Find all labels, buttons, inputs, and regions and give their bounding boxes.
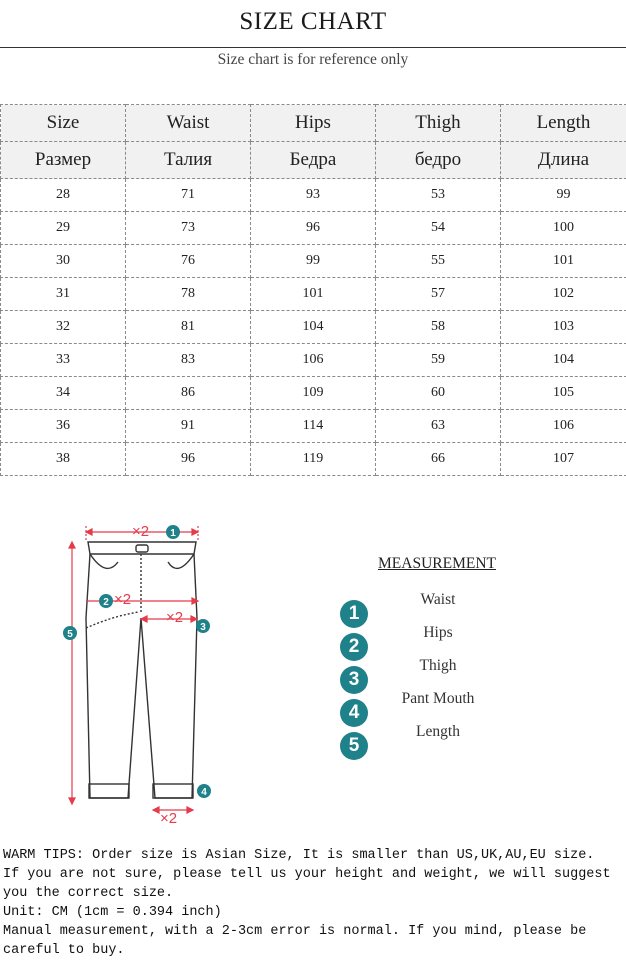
header-size-ru: Размер [1, 142, 126, 179]
table-cell: 106 [501, 410, 626, 443]
table-cell: 60 [376, 377, 501, 410]
table-cell: 81 [126, 311, 251, 344]
table-cell: 63 [376, 410, 501, 443]
header-length-ru: Длина [501, 142, 626, 179]
measurement-label: Pant Mouth [401, 690, 475, 707]
table-cell: 53 [376, 179, 501, 212]
table-row [1, 179, 626, 212]
table-cell: 59 [376, 344, 501, 377]
measurement-label: Length [416, 723, 460, 740]
table-cell: 99 [251, 245, 376, 278]
table-cell: 104 [501, 344, 626, 377]
table-cell: 73 [126, 212, 251, 245]
header-thigh-ru: бедро [376, 142, 501, 179]
waist-multiplier-label: ×2 [132, 523, 150, 540]
table-cell: 114 [251, 410, 376, 443]
table-row [1, 443, 626, 476]
table-row [1, 212, 626, 245]
measurement-title: MEASUREMENT [378, 555, 496, 572]
marker-1-label: 1 [170, 528, 176, 539]
table-cell: 57 [376, 278, 501, 311]
table-cell: 29 [1, 212, 126, 245]
table-cell: 78 [126, 278, 251, 311]
table-cell: 76 [126, 245, 251, 278]
table-cell: 30 [1, 245, 126, 278]
pant-mouth-multiplier-label: ×2 [160, 810, 178, 827]
table-row [1, 311, 626, 344]
table-cell: 31 [1, 278, 126, 311]
marker-4-label: 4 [201, 787, 207, 798]
measurement-label: Hips [423, 624, 453, 641]
table-cell: 101 [501, 245, 626, 278]
measurement-label: Waist [420, 591, 456, 608]
table-cell: 119 [251, 443, 376, 476]
pants-outline-icon [86, 542, 197, 798]
number-5-icon: 5 [340, 732, 368, 760]
warm-tips [3, 846, 623, 960]
table-row [1, 410, 626, 443]
table-row [1, 377, 626, 410]
number-1-icon: 1 [340, 600, 368, 628]
table-cell: 34 [1, 377, 126, 410]
measurement-label: Thigh [419, 657, 457, 674]
page-subtitle: Size chart is for reference only [217, 51, 409, 68]
table-cell: 106 [251, 344, 376, 377]
header-waist-ru: Талия [126, 142, 251, 179]
hips-multiplier-label: ×2 [114, 591, 132, 608]
table-cell: 107 [501, 443, 626, 476]
table-cell: 86 [126, 377, 251, 410]
table-cell: 66 [376, 443, 501, 476]
table-cell: 96 [126, 443, 251, 476]
table-cell: 100 [501, 212, 626, 245]
table-cell: 99 [501, 179, 626, 212]
number-2-icon: 2 [340, 633, 368, 661]
marker-3-label: 3 [200, 622, 206, 633]
table-cell: 28 [1, 179, 126, 212]
table-cell: 83 [126, 344, 251, 377]
thigh-multiplier-label: ×2 [166, 609, 184, 626]
table-row [1, 344, 626, 377]
table-row [1, 278, 626, 311]
number-4-icon: 4 [340, 699, 368, 727]
table-row [1, 245, 626, 278]
table-cell: 36 [1, 410, 126, 443]
table-header-ru [1, 142, 626, 179]
marker-5-label: 5 [67, 629, 73, 640]
table-cell: 93 [251, 179, 376, 212]
table-cell: 101 [251, 278, 376, 311]
header-size: Size [1, 105, 126, 142]
page-title: SIZE CHART [239, 8, 387, 35]
table-cell: 96 [251, 212, 376, 245]
table-cell: 58 [376, 311, 501, 344]
table-cell: 105 [501, 377, 626, 410]
number-3-icon: 3 [340, 666, 368, 694]
table-cell: 71 [126, 179, 251, 212]
table-cell: 109 [251, 377, 376, 410]
table-cell: 54 [376, 212, 501, 245]
header-hips: Hips [251, 105, 376, 142]
marker-2-label: 2 [103, 597, 109, 608]
header-length: Length [501, 105, 626, 142]
table-cell: 55 [376, 245, 501, 278]
table-cell: 33 [1, 344, 126, 377]
measure-arrows-icon [69, 526, 198, 813]
table-cell: 91 [126, 410, 251, 443]
tips-line: WARM TIPS: Order size is Asian Size, It is smaller than US,UK,AU,EU size. [3, 848, 595, 863]
size-table [0, 104, 626, 476]
tips-line: If you are not sure, please tell us your height and weight, we will suggest you the correct size. [3, 867, 611, 901]
table-header-en [1, 105, 626, 142]
tips-line: Manual measurement, with a 2-3cm error is normal. If you mind, please be careful to buy. [3, 924, 587, 958]
table-cell: 102 [501, 278, 626, 311]
table-cell: 32 [1, 311, 126, 344]
header-waist: Waist [126, 105, 251, 142]
table-cell: 103 [501, 311, 626, 344]
title-divider [0, 47, 626, 48]
pants-diagram [56, 518, 226, 833]
measurement-item-length [340, 723, 540, 762]
tips-line: Unit: CM (1cm = 0.394 inch) [3, 905, 222, 920]
header-hips-ru: Бедра [251, 142, 376, 179]
header-thigh: Thigh [376, 105, 501, 142]
table-cell: 104 [251, 311, 376, 344]
table-cell: 38 [1, 443, 126, 476]
